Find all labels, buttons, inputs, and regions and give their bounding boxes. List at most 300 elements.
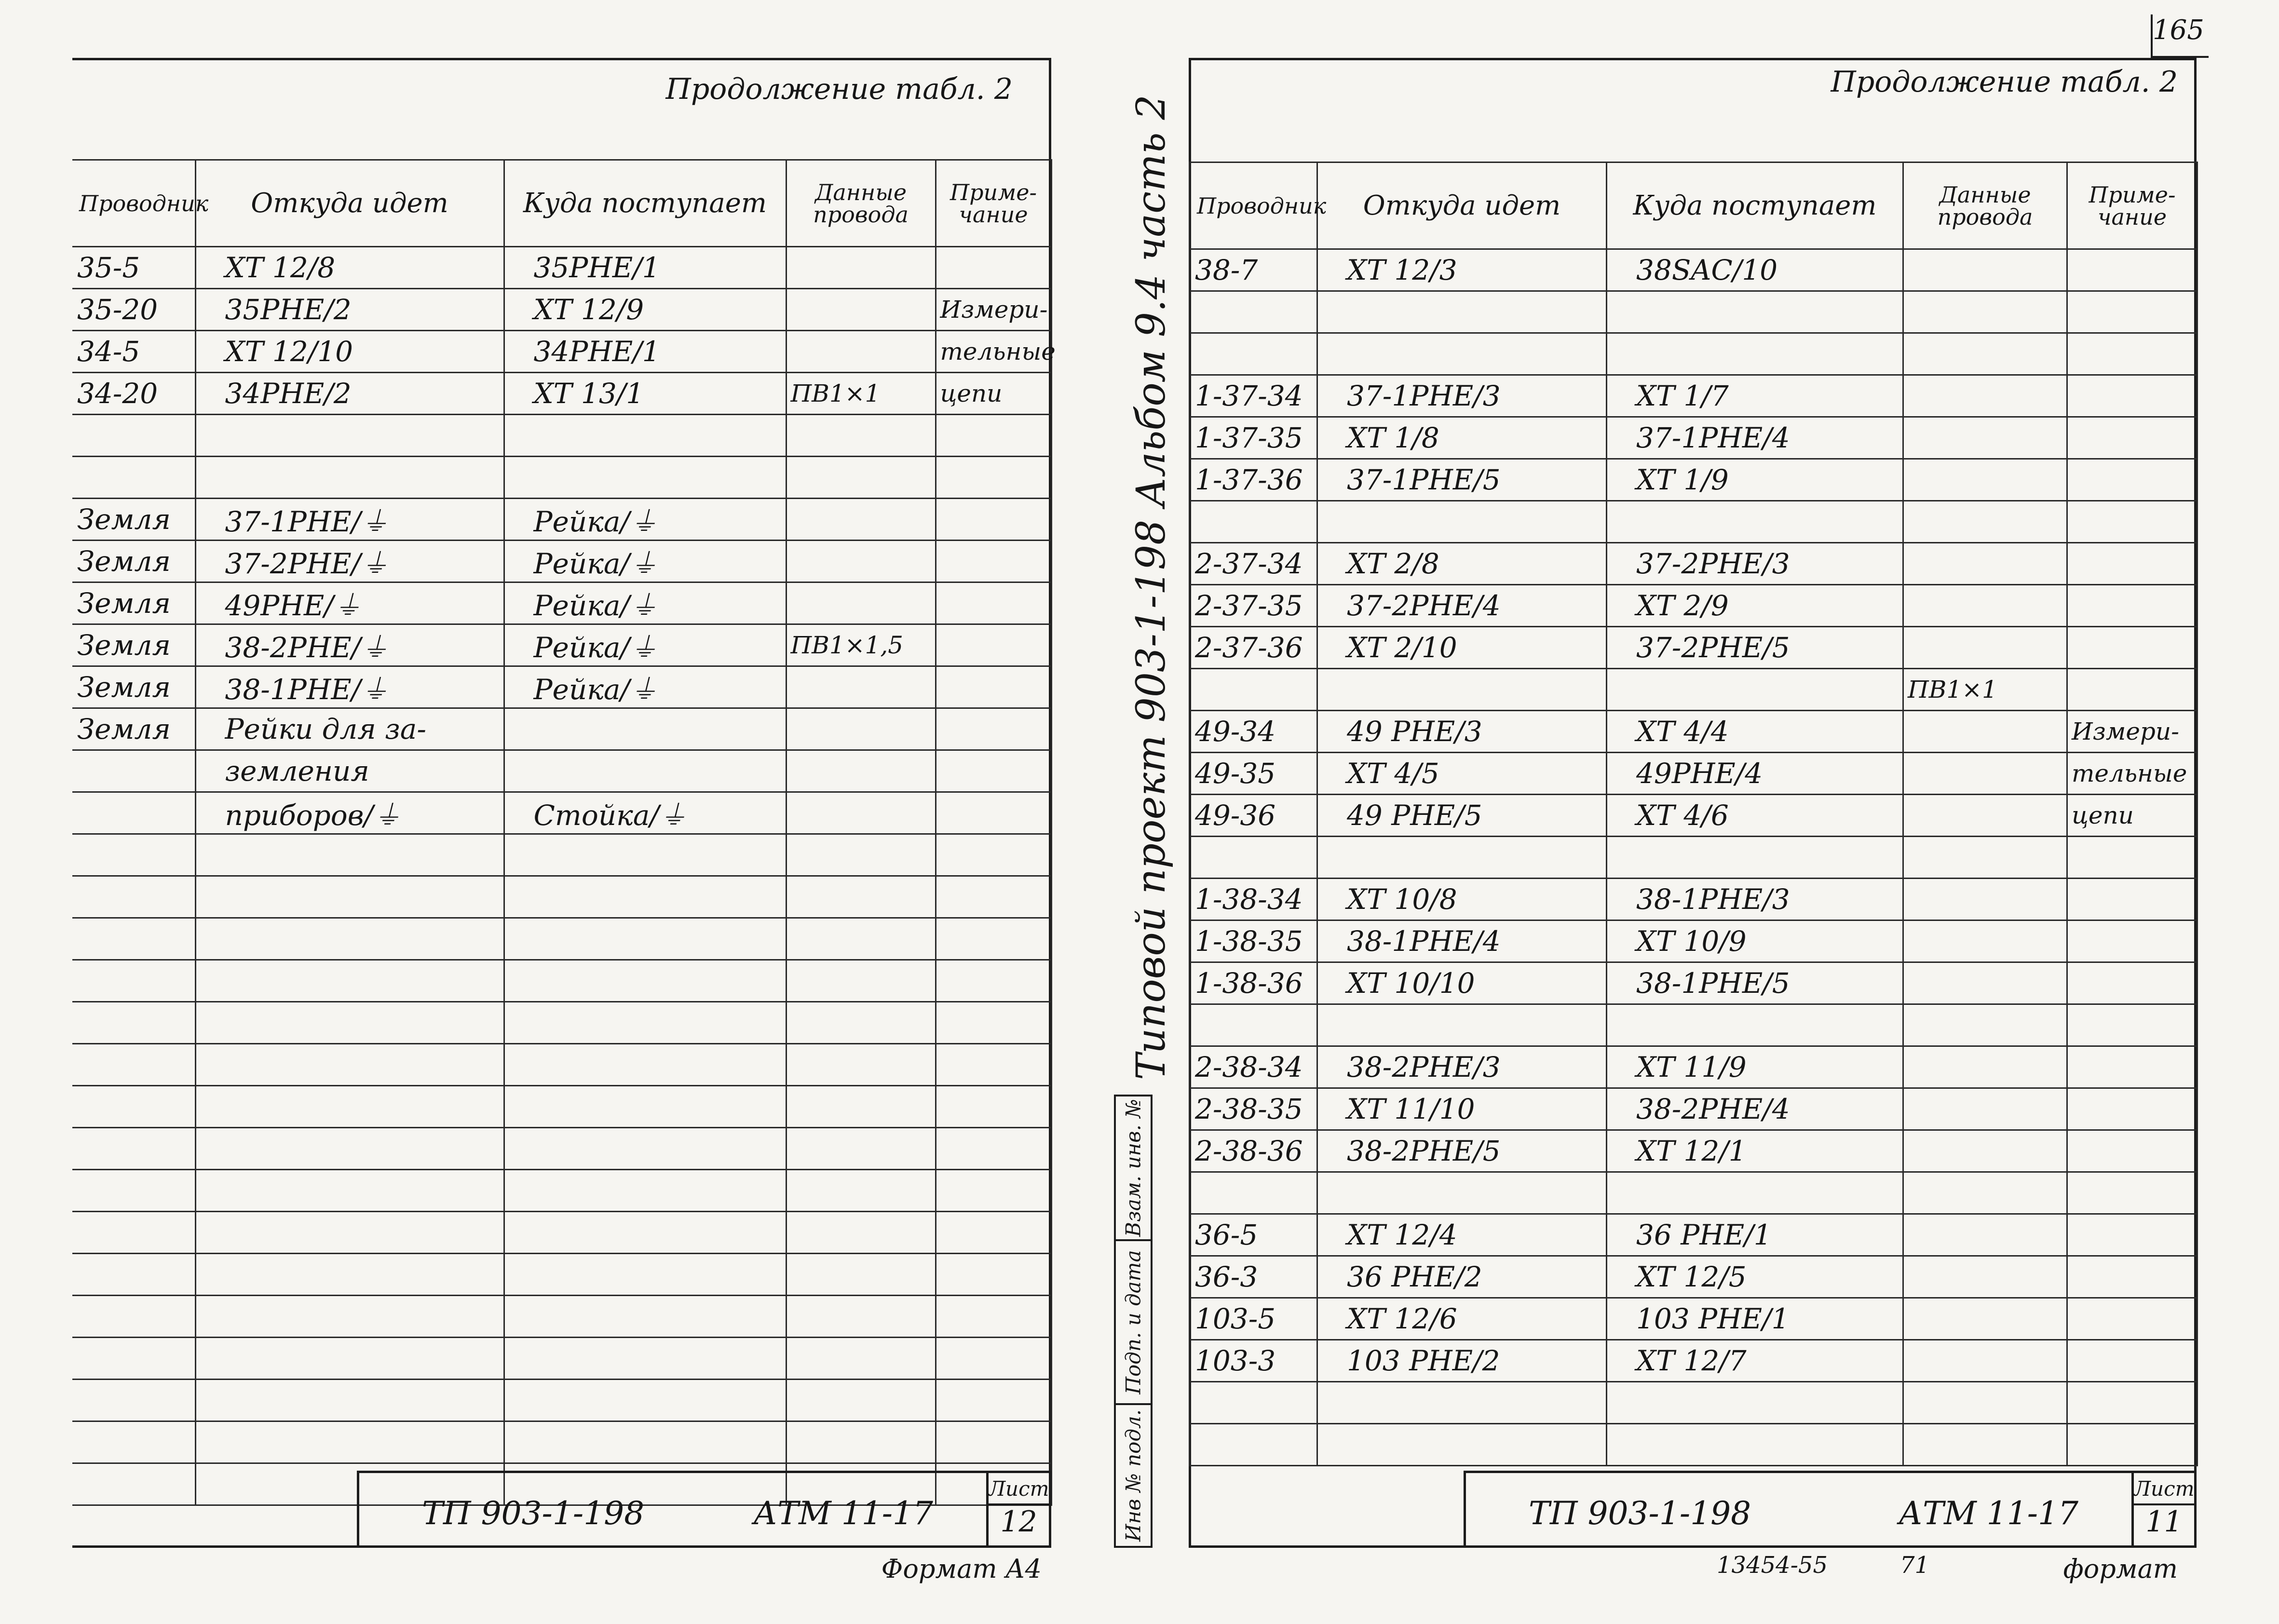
table-row	[1190, 627, 2198, 669]
cell-note	[2067, 1130, 2198, 1172]
cell-note: Измери-	[936, 289, 1051, 331]
cell-data	[786, 1128, 936, 1170]
cell-wire: 2-37-35	[1190, 585, 1317, 627]
cell-data	[1903, 375, 2067, 417]
cell-data	[1903, 459, 2067, 501]
cell-from	[195, 876, 504, 918]
cell-from: XT 12/4	[1317, 1214, 1607, 1256]
cell-data	[786, 1421, 936, 1463]
cell-to	[504, 1002, 786, 1044]
table-row	[72, 373, 1051, 415]
cell-to	[504, 750, 786, 792]
cell-to: XT 11/9	[1607, 1046, 1903, 1088]
cell-data	[1903, 1256, 2067, 1298]
cell-wire: 34-5	[72, 331, 195, 373]
cell-to: Рейка/⏚	[504, 666, 786, 708]
cell-note	[2067, 837, 2198, 879]
left-wire-table	[72, 159, 1056, 1506]
cell-note	[936, 918, 1051, 960]
cell-data	[786, 582, 936, 624]
table-row	[72, 1128, 1051, 1170]
cell-data	[1903, 753, 2067, 795]
cell-wire: 1-38-35	[1190, 920, 1317, 962]
cell-data	[786, 750, 936, 792]
cell-wire: 103-5	[1190, 1298, 1317, 1340]
cell-data	[786, 1338, 936, 1380]
cell-from	[195, 1254, 504, 1296]
header-note: Приме-чание	[2067, 162, 2198, 249]
cell-to: 38-2PHE/4	[1607, 1088, 1903, 1130]
cell-to	[504, 1086, 786, 1128]
cell-to: Рейка/⏚	[504, 541, 786, 582]
cell-wire	[72, 1463, 195, 1505]
cell-to	[1607, 1424, 1903, 1466]
cell-from: XT 11/10	[1317, 1088, 1607, 1130]
cell-from: 35PHE/2	[195, 289, 504, 331]
table-row	[1190, 753, 2198, 795]
table-row	[72, 876, 1051, 918]
cell-from: 37-1PHE/⏚	[195, 499, 504, 541]
cell-from	[195, 1380, 504, 1421]
cell-from	[195, 1002, 504, 1044]
cell-wire: 2-38-36	[1190, 1130, 1317, 1172]
cell-data	[786, 708, 936, 750]
cell-data	[1903, 1172, 2067, 1214]
cell-note	[936, 415, 1051, 457]
cell-from	[1317, 333, 1607, 375]
table-row	[72, 1086, 1051, 1128]
cell-data	[1903, 1004, 2067, 1046]
table-row	[1190, 543, 2198, 585]
cell-wire: 49-35	[1190, 753, 1317, 795]
cell-wire	[1190, 1382, 1317, 1424]
table-row	[1190, 920, 2198, 962]
cell-note	[936, 624, 1051, 666]
cell-wire	[72, 1421, 195, 1463]
cell-to: Рейка/⏚	[504, 499, 786, 541]
cell-note	[2067, 1382, 2198, 1424]
cell-to	[1607, 837, 1903, 879]
cell-from: XT 12/3	[1317, 249, 1607, 291]
cell-data	[786, 1254, 936, 1296]
table-row	[1190, 333, 2198, 375]
table-row	[72, 750, 1051, 792]
cell-note	[936, 1254, 1051, 1296]
cell-note	[2067, 459, 2198, 501]
table-row	[1190, 375, 2198, 417]
cell-data	[1903, 1088, 2067, 1130]
cell-note	[2067, 669, 2198, 711]
left-sheet	[72, 39, 1056, 1584]
cell-from	[195, 1170, 504, 1212]
cell-from: 49PHE/⏚	[195, 582, 504, 624]
cell-from	[1317, 1004, 1607, 1046]
table-row	[72, 1296, 1051, 1338]
header-note: Приме-чание	[936, 160, 1051, 247]
cell-note	[2067, 879, 2198, 920]
cell-to	[504, 960, 786, 1002]
cell-from	[1317, 1382, 1607, 1424]
table-row	[1190, 1382, 2198, 1424]
cell-to	[1607, 333, 1903, 375]
cell-note	[2067, 333, 2198, 375]
cell-wire: Земля	[72, 708, 195, 750]
cell-data	[786, 1296, 936, 1338]
cell-note	[936, 1296, 1051, 1338]
cell-to	[1607, 1382, 1903, 1424]
cell-wire	[72, 1086, 195, 1128]
cell-from	[1317, 291, 1607, 333]
cell-data	[1903, 1424, 2067, 1466]
cell-data	[1903, 1046, 2067, 1088]
cell-to: 35PHE/1	[504, 247, 786, 289]
cell-wire	[72, 1044, 195, 1086]
cell-data	[1903, 501, 2067, 543]
cell-to: 34PHE/1	[504, 331, 786, 373]
cell-note	[936, 834, 1051, 876]
cell-data	[1903, 627, 2067, 669]
header-from: Откуда идет	[1317, 162, 1607, 249]
cell-data	[1903, 837, 2067, 879]
cell-note: цепи	[2067, 795, 2198, 837]
cell-from	[195, 1044, 504, 1086]
cell-note: Измери-	[2067, 711, 2198, 753]
cell-to: 37-2PHE/5	[1607, 627, 1903, 669]
cell-note	[936, 1086, 1051, 1128]
cell-wire	[72, 1212, 195, 1254]
cell-data	[1903, 1214, 2067, 1256]
cell-note	[936, 960, 1051, 1002]
right-format-note: формат	[2063, 1554, 2178, 1584]
table-row	[1190, 585, 2198, 627]
cell-note	[2067, 501, 2198, 543]
cell-data	[1903, 1340, 2067, 1382]
right-sheet-box	[2131, 1473, 2194, 1545]
right-project-code: ТП 903-1-198	[1529, 1495, 1751, 1532]
cell-to: 36 PHE/1	[1607, 1214, 1903, 1256]
cell-to	[504, 1212, 786, 1254]
cell-to: 103 PHE/1	[1607, 1298, 1903, 1340]
album-caption: Типовой проект 903-1-198 Альбом 9.4 часть 2	[1128, 95, 1174, 1080]
cell-from: 36 PHE/2	[1317, 1256, 1607, 1298]
cell-to: XT 12/5	[1607, 1256, 1903, 1298]
cell-note	[936, 750, 1051, 792]
cell-wire: Земля	[72, 624, 195, 666]
cell-data	[786, 1086, 936, 1128]
cell-data	[1903, 711, 2067, 753]
cell-from: XT 12/8	[195, 247, 504, 289]
header-to: Куда поступает	[1607, 162, 1903, 249]
right-wire-table	[1189, 162, 2198, 1466]
cell-note	[936, 457, 1051, 499]
table-row	[72, 289, 1051, 331]
cell-note	[2067, 1046, 2198, 1088]
cell-data	[786, 960, 936, 1002]
cell-note	[2067, 1088, 2198, 1130]
cell-note	[936, 582, 1051, 624]
cell-note	[936, 1380, 1051, 1421]
table-row	[1190, 249, 2198, 291]
cell-data	[786, 289, 936, 331]
cell-from	[195, 960, 504, 1002]
cell-from: 38-2PHE/⏚	[195, 624, 504, 666]
cell-from: 103 PHE/2	[1317, 1340, 1607, 1382]
cell-data	[1903, 249, 2067, 291]
cell-note	[936, 876, 1051, 918]
cell-to	[504, 708, 786, 750]
cell-data	[786, 1380, 936, 1421]
cell-to	[1607, 669, 1903, 711]
table-row	[72, 666, 1051, 708]
table-row	[72, 415, 1051, 457]
table-row	[1190, 1004, 2198, 1046]
cell-wire	[1190, 333, 1317, 375]
cell-wire: 2-38-35	[1190, 1088, 1317, 1130]
table-row	[1190, 501, 2198, 543]
right-sheet-number: 11	[2145, 1505, 2183, 1539]
table-row	[1190, 291, 2198, 333]
cell-note	[2067, 1298, 2198, 1340]
cell-from: XT 2/8	[1317, 543, 1607, 585]
cell-note	[2067, 1424, 2198, 1466]
table-row	[72, 247, 1051, 289]
cell-from: 38-2PHE/5	[1317, 1130, 1607, 1172]
cell-from: XT 1/8	[1317, 417, 1607, 459]
left-sheet-number: 12	[1000, 1505, 1037, 1539]
cell-to: 38SAC/10	[1607, 249, 1903, 291]
cell-to	[504, 1296, 786, 1338]
cell-data	[1903, 1298, 2067, 1340]
table-row	[1190, 1130, 2198, 1172]
cell-data	[1903, 417, 2067, 459]
cell-from	[195, 918, 504, 960]
cell-to: XT 2/9	[1607, 585, 1903, 627]
table-row	[1190, 1214, 2198, 1256]
cell-data	[786, 541, 936, 582]
cell-to	[504, 876, 786, 918]
cell-note	[936, 1338, 1051, 1380]
cell-note	[936, 792, 1051, 834]
cell-wire: 2-37-34	[1190, 543, 1317, 585]
cell-note: цепи	[936, 373, 1051, 415]
cell-wire	[1190, 1424, 1317, 1466]
cell-wire: 103-3	[1190, 1340, 1317, 1382]
cell-to: XT 12/9	[504, 289, 786, 331]
cell-wire: 35-20	[72, 289, 195, 331]
cell-wire: 2-38-34	[1190, 1046, 1317, 1088]
table-row	[72, 1002, 1051, 1044]
table-row	[72, 960, 1051, 1002]
cell-wire: 34-20	[72, 373, 195, 415]
cell-data	[1903, 543, 2067, 585]
side-stamp-replacement: Взам. инв. №	[1121, 1099, 1145, 1237]
cell-note	[936, 541, 1051, 582]
cell-wire	[72, 1338, 195, 1380]
cell-from	[195, 415, 504, 457]
cell-wire: 1-37-34	[1190, 375, 1317, 417]
cell-data	[786, 331, 936, 373]
left-table-title: Продолжение табл. 2	[665, 72, 1013, 106]
cell-note	[2067, 962, 2198, 1004]
cell-from: земления	[195, 750, 504, 792]
cell-wire	[72, 415, 195, 457]
table-row	[1190, 1298, 2198, 1340]
cell-to	[504, 1170, 786, 1212]
cell-note	[2067, 920, 2198, 962]
cell-from	[1317, 501, 1607, 543]
cell-note	[936, 499, 1051, 541]
left-sheet-label: Лист	[989, 1477, 1049, 1505]
cell-data	[786, 918, 936, 960]
cell-from: 49 PHE/3	[1317, 711, 1607, 753]
left-header-row	[72, 160, 1051, 247]
cell-from	[195, 1338, 504, 1380]
cell-wire	[72, 457, 195, 499]
cell-data	[786, 1044, 936, 1086]
cell-to: XT 1/9	[1607, 459, 1903, 501]
cell-note	[2067, 249, 2198, 291]
table-row	[72, 331, 1051, 373]
cell-to	[504, 457, 786, 499]
cell-note	[2067, 1340, 2198, 1382]
cell-from	[195, 1296, 504, 1338]
cell-data	[1903, 879, 2067, 920]
cell-data	[786, 457, 936, 499]
table-row	[1190, 417, 2198, 459]
table-row	[1190, 837, 2198, 879]
table-row	[1190, 879, 2198, 920]
cell-from	[1317, 1424, 1607, 1466]
table-row	[72, 1421, 1051, 1463]
cell-data	[786, 499, 936, 541]
right-table-body	[1190, 249, 2198, 1466]
table-row	[1190, 1340, 2198, 1382]
cell-from	[195, 1086, 504, 1128]
cell-data: ПВ1×1,5	[786, 624, 936, 666]
cell-wire	[72, 876, 195, 918]
cell-from: XT 10/8	[1317, 879, 1607, 920]
cell-wire	[1190, 501, 1317, 543]
cell-data	[786, 834, 936, 876]
cell-wire	[1190, 1004, 1317, 1046]
table-row	[1190, 962, 2198, 1004]
cell-from	[195, 1421, 504, 1463]
table-row	[1190, 1256, 2198, 1298]
cell-data	[786, 1170, 936, 1212]
cell-data	[1903, 333, 2067, 375]
cell-to	[504, 918, 786, 960]
side-stamp-inventory: Инв № подл.	[1121, 1409, 1145, 1542]
cell-to: XT 4/6	[1607, 795, 1903, 837]
cell-note	[936, 1002, 1051, 1044]
side-stamp-signature: Подп. и дата	[1121, 1250, 1145, 1394]
left-table-body	[72, 247, 1056, 1505]
cell-wire	[72, 1128, 195, 1170]
cell-wire: Земля	[72, 666, 195, 708]
header-wire: Проводник	[1190, 162, 1317, 249]
table-row	[72, 1044, 1051, 1086]
cell-data	[786, 876, 936, 918]
cell-wire: 1-37-35	[1190, 417, 1317, 459]
cell-to: 38-1PHE/3	[1607, 879, 1903, 920]
header-to: Куда поступает	[504, 160, 786, 247]
cell-note	[2067, 1172, 2198, 1214]
cell-from: 38-1PHE/4	[1317, 920, 1607, 962]
cell-note	[936, 247, 1051, 289]
cell-wire	[72, 918, 195, 960]
cell-wire	[1190, 291, 1317, 333]
header-data: Данные провода	[786, 160, 936, 247]
cell-wire: 49-36	[1190, 795, 1317, 837]
cell-from: 37-2PHE/4	[1317, 585, 1607, 627]
cell-from	[195, 834, 504, 876]
cell-to: XT 10/9	[1607, 920, 1903, 962]
cell-data	[1903, 962, 2067, 1004]
cell-wire: 49-34	[1190, 711, 1317, 753]
cell-wire	[72, 1254, 195, 1296]
table-row	[72, 624, 1051, 666]
table-row	[72, 541, 1051, 582]
cell-wire	[72, 960, 195, 1002]
cell-from: XT 10/10	[1317, 962, 1607, 1004]
table-row	[72, 1254, 1051, 1296]
cell-note	[936, 1170, 1051, 1212]
cell-wire	[72, 1296, 195, 1338]
right-title-block	[1464, 1471, 2197, 1548]
cell-from: XT 2/10	[1317, 627, 1607, 669]
cell-note	[936, 708, 1051, 750]
table-row	[72, 1380, 1051, 1421]
cell-note	[2067, 375, 2198, 417]
cell-wire: 38-7	[1190, 249, 1317, 291]
cell-wire	[72, 750, 195, 792]
cell-note	[936, 1212, 1051, 1254]
cell-from	[195, 1212, 504, 1254]
cell-data	[786, 247, 936, 289]
header-wire: Проводник	[72, 160, 195, 247]
table-row	[72, 708, 1051, 750]
table-row	[72, 918, 1051, 960]
cell-data	[1903, 1382, 2067, 1424]
cell-from: 34PHE/2	[195, 373, 504, 415]
cell-data	[786, 666, 936, 708]
cell-note	[2067, 585, 2198, 627]
cell-to: XT 13/1	[504, 373, 786, 415]
cell-note: тельные	[936, 331, 1051, 373]
table-row	[72, 1170, 1051, 1212]
cell-from: 37-2PHE/⏚	[195, 541, 504, 582]
cell-wire: 2-37-36	[1190, 627, 1317, 669]
cell-to: 37-1PHE/4	[1607, 417, 1903, 459]
cell-note	[2067, 1256, 2198, 1298]
cell-data	[1903, 795, 2067, 837]
left-document-code: АТМ 11-17	[753, 1495, 933, 1532]
table-row	[72, 1338, 1051, 1380]
cell-from: приборов/⏚	[195, 792, 504, 834]
cell-wire	[72, 1170, 195, 1212]
cell-from: 38-1PHE/⏚	[195, 666, 504, 708]
cell-note	[936, 1421, 1051, 1463]
cell-wire	[72, 1380, 195, 1421]
cell-to	[504, 1338, 786, 1380]
right-document-code: АТМ 11-17	[1899, 1495, 2078, 1532]
cell-to: Рейка/⏚	[504, 624, 786, 666]
cell-wire: 36-5	[1190, 1214, 1317, 1256]
cell-to	[1607, 1004, 1903, 1046]
cell-wire: 1-37-36	[1190, 459, 1317, 501]
cell-from: 49 PHE/5	[1317, 795, 1607, 837]
cell-wire: 35-5	[72, 247, 195, 289]
